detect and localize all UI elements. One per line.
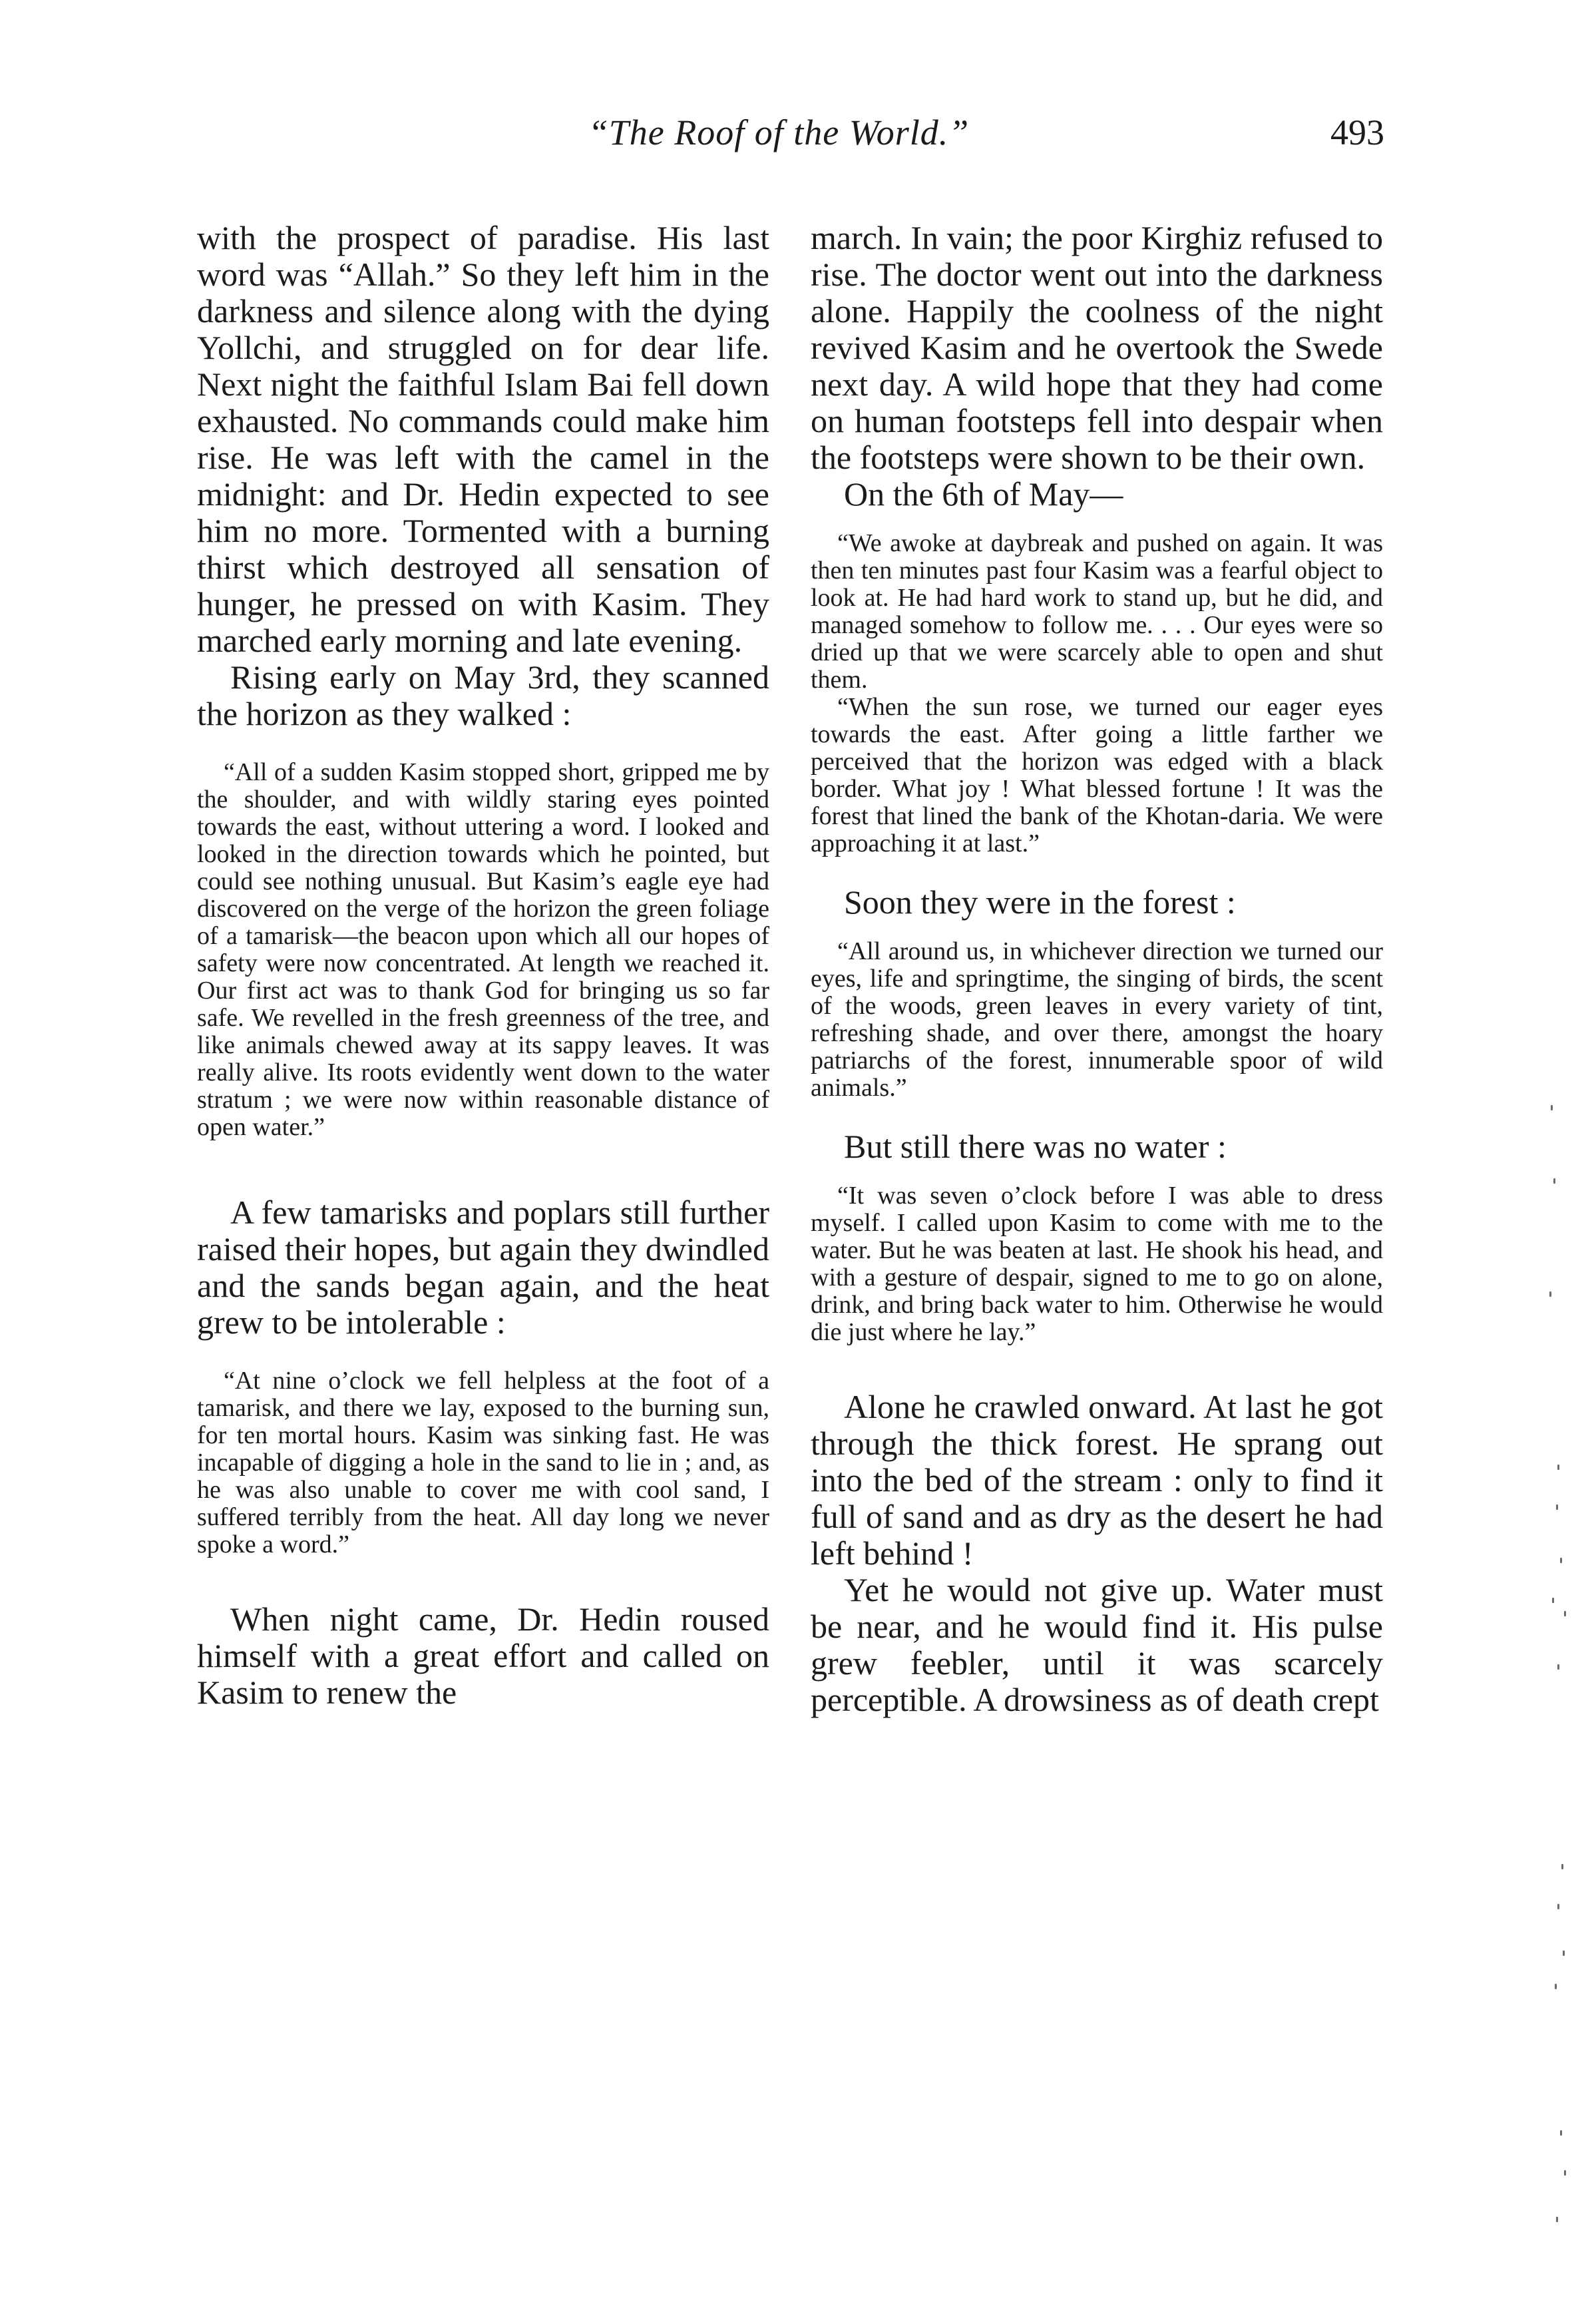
block-quote: “We awoke at daybreak and pushed on again. It was then ten minutes past four Kasim was a fearful object to look at. He had hard work to stand up, but he did, and managed somehow to follow me. . . . Our eyes were so dried up that we were scarcely able to open and shut them. [811, 529, 1383, 694]
paragraph: march. In vain; the poor Kirghiz refused to rise. The doctor went out into the darkness alone. Happily the coolness of the night revived Kasim and he overtook the Swede next day. A wild hope that they had come on human footsteps fell into despair when the footsteps were shown to be their own. [811, 219, 1383, 476]
paragraph: But still there was no water : [844, 1128, 1227, 1165]
page-number: 493 [1330, 113, 1384, 152]
paragraph: Rising early on May 3rd, they scanned the horizon as they walked : [197, 658, 769, 732]
block-quote: “All around us, in whichever direction we turned our eyes, life and springtime, the singing of birds, the scent of the woods, green leaves in every variety of tint, refreshing shade, and over there, amongst the hoary patriarchs of the forest, innumerable spoor of wild animals.” [811, 937, 1383, 1102]
paragraph: Soon they were in the forest : [844, 883, 1236, 921]
right-column [811, 220, 1383, 1718]
paragraph: On the 6th of May— [844, 475, 1123, 513]
block-quote: “All of a sudden Kasim stopped short, gripped me by the shoulder, and with wildly staring eyes pointed towards the east, without uttering a word. I looked and looked in the direction towards which he pointed, but could see nothing unusual. But Kasim’s eagle eye had discovered on the verge of the horizon the green foliage of a tamarisk—the beacon upon which all our hopes of safety were now concentrated. At length we reached it. Our first act was to thank God for bringing us so far safe. We revelled in the fresh greenness of the tree, and like animals chewed away at its sappy leaves. It was really alive. Its roots evidently went down to the water stratum ; we were now within reasonable distance of open water.” [197, 758, 769, 1141]
running-title: “The Roof of the World.” [588, 113, 970, 152]
paragraph: Yet he would not give up. Water must be near, and he would find it. His pulse grew feebler, until it was scarcely perceptible. A drowsiness as of death crept [811, 1571, 1383, 1718]
paragraph: with the prospect of paradise. His last word was “Allah.” So they left him in the darkness and silence along with the dying Yollchi, and struggled on for dear life. Next night the faithful Islam Bai fell down exhausted. No commands could make him rise. He was left with the camel in the midnight: and Dr. Hedin expected to see him no more. Tormented with a burning thirst which destroyed all sensation of hunger, he pressed on with Kasim. They marched early morning and late evening. [197, 219, 769, 659]
block-quote: “When the sun rose, we turned our eager eyes towards the east. After going a little farther we perceived that the horizon was edged with a black border. What joy ! What blessed fortune ! It was the forest that lined the bank of the Khotan-daria. We were approaching it at last.” [811, 693, 1383, 857]
paragraph: Alone he crawled onward. At last he got through the thick forest. He sprang out into the bed of the stream : only to find it full of sand and as dry as the desert he had left behind ! [811, 1388, 1383, 1572]
block-quote: “It was seven o’clock before I was able to dress myself. I called upon Kasim to come with me to the water. But he was beaten at last. He shook his head, and with a gesture of despair, signed to me to go on alone, drink, and bring back water to him. Otherwise he would die just where he lay.” [811, 1182, 1383, 1346]
block-quote: “At nine o’clock we fell helpless at the foot of a tamarisk, and there we lay, exposed to the burning sun, for ten mortal hours. Kasim was sinking fast. He was incapable of digging a hole in the sand to lie in ; and, as he was also unable to cover me with cool sand, I suffered terribly from the heat. All day long we never spoke a word.” [197, 1367, 769, 1558]
paragraph: A few tamarisks and poplars still further raised their hopes, but again they dwindled and the sands began again, and the heat grew to be intolerable : [197, 1194, 769, 1341]
paragraph: When night came, Dr. Hedin roused himself with a great effort and called on Kasim to renew the [197, 1600, 769, 1711]
margin-specks [1537, 1092, 1577, 2290]
left-column [197, 220, 769, 1711]
